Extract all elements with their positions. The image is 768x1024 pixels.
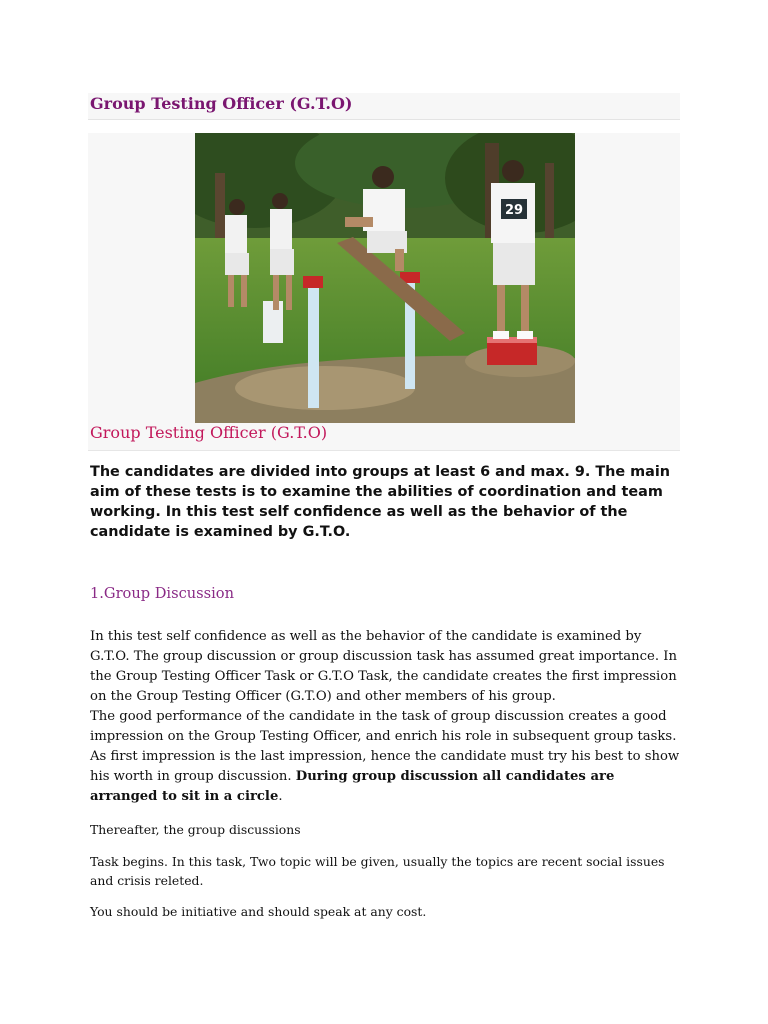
paragraph-2: The good performance of the candidate in the task of group discussion creates a good impression on the Group Testing Officer, and enrich his role in subsequent group tasks. As first impression is the last impression, hence the candidate must try his best to show his worth in group discussion. <box>90 709 680 784</box>
gto-task-photo <box>195 133 575 423</box>
page-title: Group Testing Officer (G.T.O) <box>90 94 353 113</box>
paragraph-1: In this test self confidence as well as the behavior of the candidate is examined by G.T.O. The group discussion or group discussion task has assumed great importance. In the Group Testing Officer Task or G.T.O Task, the candidate creates the first impression on the Group Testing Officer (G.T.O) and other members of his group. <box>90 629 677 704</box>
red-block <box>487 341 537 365</box>
figure-panel <box>88 133 680 451</box>
paragraph-5: You should be initiative and should speak at any cost. <box>90 904 427 919</box>
obstacle-cap <box>303 276 323 288</box>
bib-number: 29 <box>504 203 524 218</box>
paragraph-2-emphasis: During group discussion all candidates are arranged to sit in a circle <box>90 769 615 804</box>
figure-caption: Group Testing Officer (G.T.O) <box>90 423 328 442</box>
section-heading-group-discussion: 1.Group Discussion <box>90 585 234 602</box>
title-bar <box>88 93 680 120</box>
obstacle-post <box>308 283 319 408</box>
paragraph-4: Task begins. In this task, Two topic will be given, usually the topics are recent social issues and crisis releted. <box>90 854 665 888</box>
paragraph-3: Thereafter, the group discussions <box>90 822 301 837</box>
intro-paragraph: The candidates are divided into groups at least 6 and max. 9. The main aim of these tests is to examine the abilities of coordination and team working. In this test self confidence as well as the behavior of the candidate is examined by G.T.O. <box>90 464 671 540</box>
paragraph-2-end: . <box>278 789 283 804</box>
group-discussion-body <box>90 627 682 807</box>
dirt-patch <box>235 366 415 410</box>
